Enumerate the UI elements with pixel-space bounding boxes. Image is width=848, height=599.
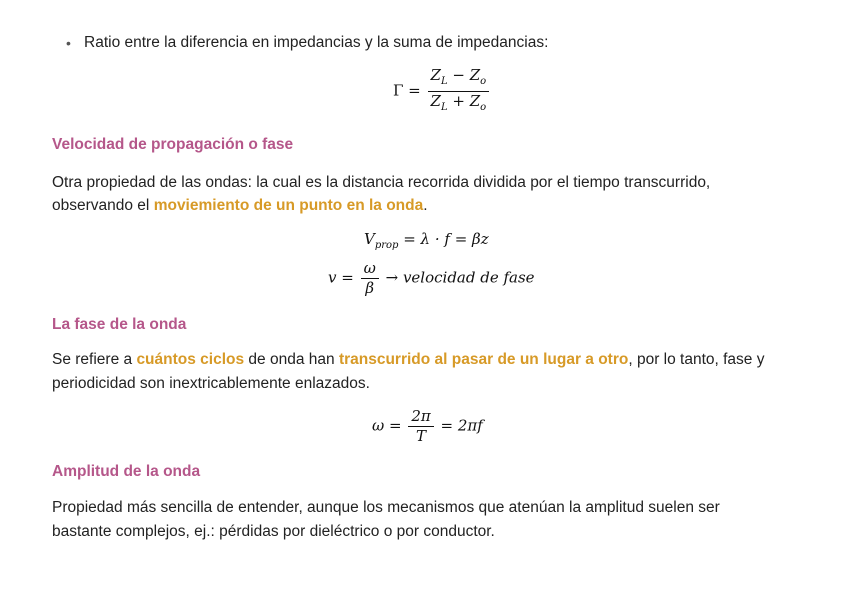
- velocity-equation: $V_{prop} = \lambda \cdot f = \beta z$: [364, 230, 489, 251]
- phase-velocity-equation: v = $\frac{\omega}{\beta}$ → velocidad de fase: [328, 259, 535, 297]
- eq-fraction: $\frac{\omega}{\beta}$: [361, 260, 379, 297]
- phase-paragraph-line2: periodicidad son inextricablemente enlazados.: [52, 375, 370, 392]
- highlight-text: moviemiento de un punto en la onda: [153, 197, 424, 214]
- amplitude-paragraph-line1: Propiedad más sencilla de entender, aunque los mecanismos que atenúan la amplitud suelen ser: [52, 499, 720, 516]
- section-heading-velocity: Velocidad de propagación o fase: [52, 136, 294, 153]
- eq-fraction: [428, 67, 490, 116]
- highlight-text: cuántos ciclos: [136, 351, 245, 368]
- bullet-dot: •: [66, 35, 71, 51]
- eq-numerator: $Z_L - Z_o$: [428, 67, 490, 92]
- velocity-paragraph-line2: observando el moviemiento de un punto en la onda.: [52, 197, 428, 214]
- section-heading-amplitude: Amplitud de la onda: [52, 463, 201, 480]
- reflection-equation: [393, 67, 491, 116]
- eq-fraction: $\frac{2\pi}{T}$: [408, 408, 433, 445]
- phase-paragraph-line1: Se refiere a cuántos ciclos de onda han transcurrido al pasar de un lugar a otro, por lo tanto, fase y: [52, 351, 765, 368]
- eq-denominator: $Z_L + Z_o$: [430, 92, 487, 113]
- section-heading-phase: La fase de la onda: [52, 316, 187, 333]
- amplitude-paragraph-line2: bastante complejos, ej.: pérdidas por dieléctrico o por conductor.: [52, 523, 495, 540]
- highlight-text: transcurrido al pasar de un lugar a otro: [338, 351, 629, 368]
- angular-frequency-equation: ω = $\frac{2\pi}{T}$ = 2πf: [372, 407, 483, 445]
- eq-lhs: Γ =: [393, 81, 421, 100]
- bullet-text: Ratio entre la diferencia en impedancias y la suma de impedancias:: [84, 34, 549, 51]
- velocity-paragraph-line1: Otra propiedad de las ondas: la cual es la distancia recorrida dividida por el tiempo transcurrido,: [52, 174, 711, 191]
